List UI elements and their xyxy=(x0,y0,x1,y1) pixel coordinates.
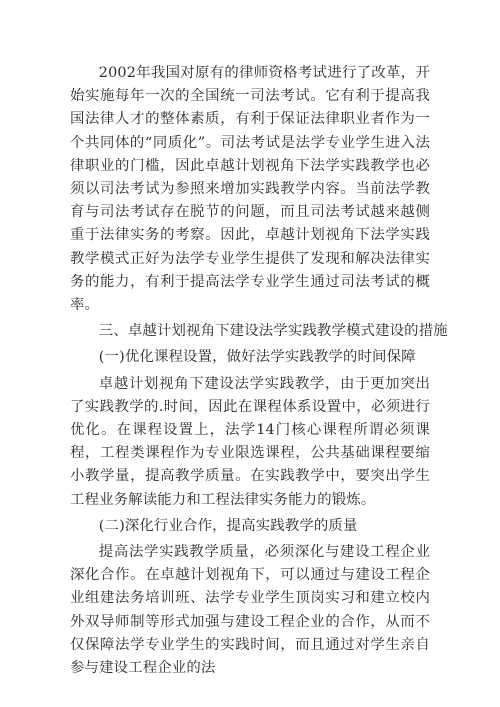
body-paragraph: 提高法学实践教学质量，必须深化与建设工程企业深化合作。在卓越计划视角下，可以通过与建设工程企业组建法务培训班、法学专业学生顶岗实习和建立校内外双导师制等形式加强与建设工程企业的合作，从而不仅保障法学专业学生的实践时间，而且通过对学生亲自参与建设工程企业的法 xyxy=(70,544,430,677)
body-paragraph: 2002年我国对原有的律师资格考试进行了改革，开始实施每年一次的全国统一司法考试。它有利于提高我国法律人才的整体素质，有利于保证法律职业者作为一个共同体的“同质化”。司法考试是法学专业学生进入法律职业的门槛，因此卓越计划视角下法学实践教学也必须以司法考试为参照来增加实践教学内容。当前法学教育与司法考试存在脱节的问题，而且司法考试越来越侧重于法律实务的考察。因此，卓越计划视角下法学实践教学模式正好为法学专业学生提供了发现和解决法律实务的能力，有利于提高法学专业学生通过司法考试的概率。 xyxy=(70,65,430,314)
body-paragraph: 卓越计划视角下建设法学实践教学，由于更加突出了实践教学的.时间，因此在课程体系设置中，必须进行优化。在课程设置上，法学14门核心课程所谓必须课程，工程类课程作为专业限选课程，公共基础课程要缩小教学量，提高教学质量。在实践教学中，要突出学生工程业务解读能力和工程法律实务能力的锻炼。 xyxy=(70,375,430,508)
document-body xyxy=(70,62,448,680)
section-heading: 三、卓越计划视角下建设法学实践教学模式建设的措施 xyxy=(98,323,448,340)
subsection-heading: (一)优化课程设置，做好法学实践教学的时间保障 xyxy=(98,349,416,366)
subsection-heading: (二)深化行业合作，提高实践教学的质量 xyxy=(98,517,358,534)
